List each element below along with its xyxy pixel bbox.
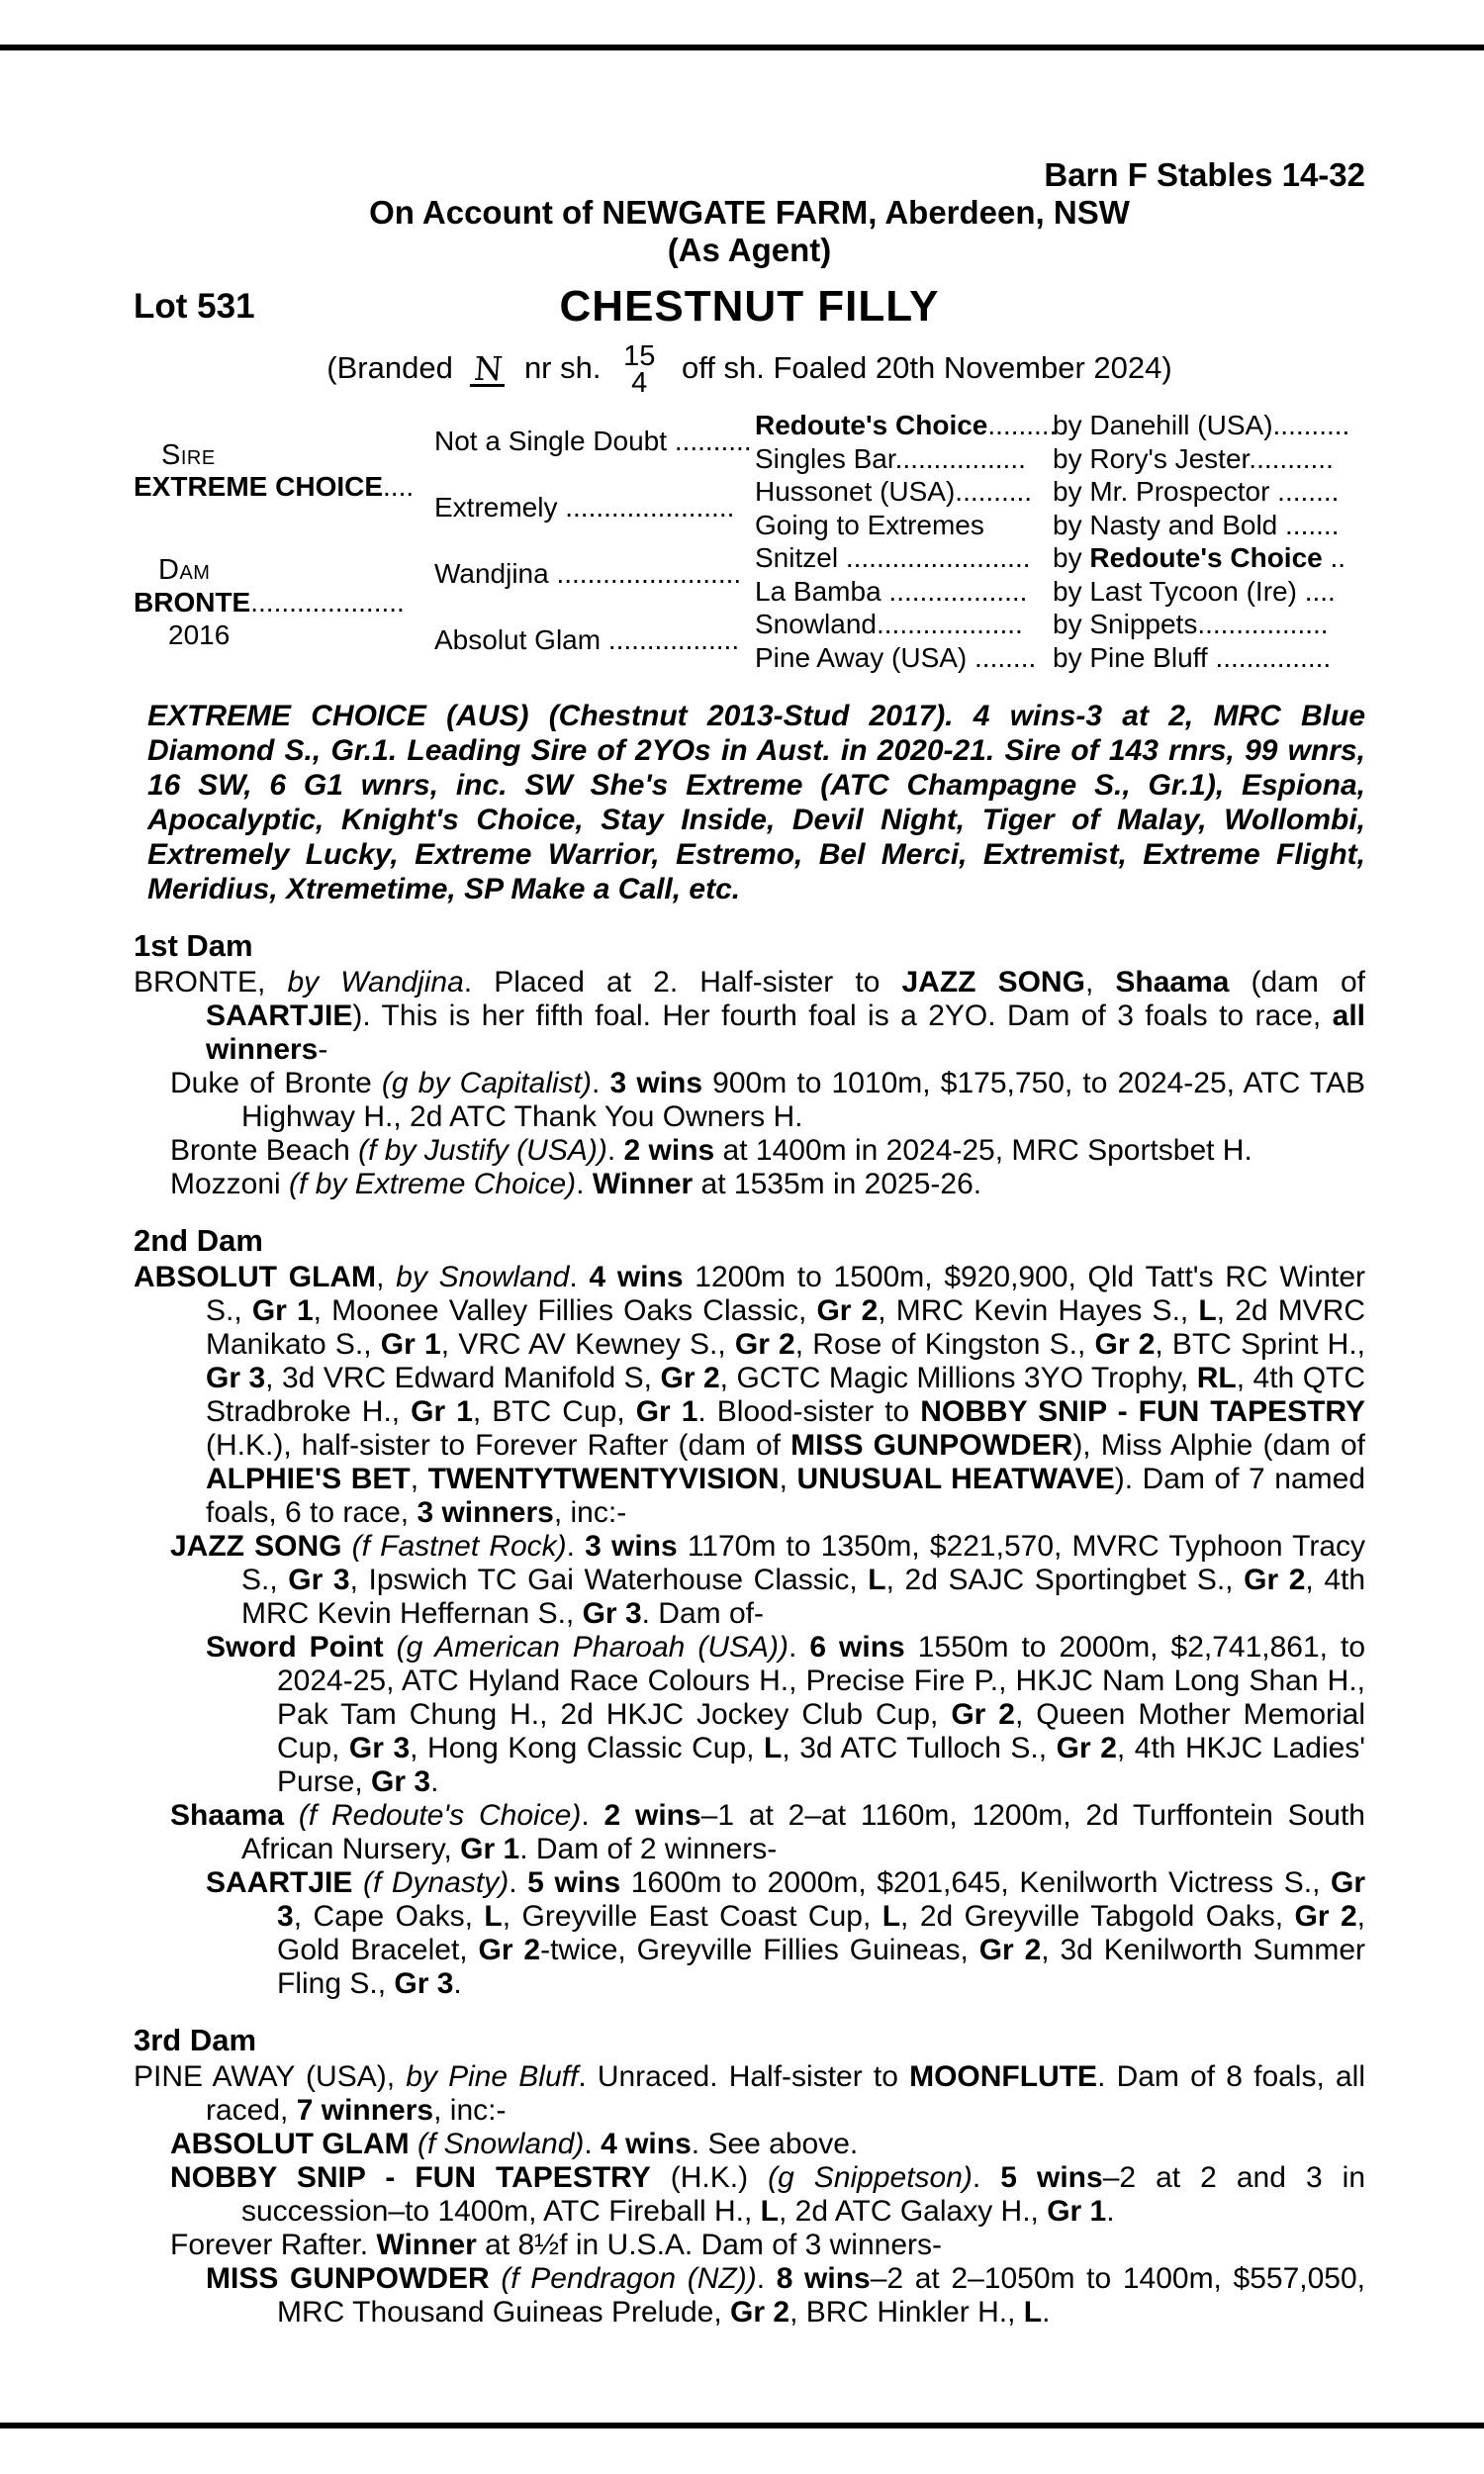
catalogue-paragraph: [134, 966, 1365, 1067]
pedigree-ancestor-name: [755, 542, 1031, 574]
text-segment: 5 wins: [527, 1866, 621, 1899]
text-segment: at 1400m in 2024-25, MRC Sportsbet H.: [714, 1134, 1252, 1167]
section-3rd-dam: [134, 2021, 1365, 2330]
text-segment: ,: [1084, 966, 1116, 999]
top-rule: [0, 45, 1484, 50]
text-segment: TWENTYTWENTYVISION: [427, 1463, 780, 1495]
text-segment: .: [453, 1967, 462, 2000]
brand-symbol: N: [470, 354, 507, 387]
text-segment: 6 wins: [809, 1631, 905, 1664]
text-segment: Mozzoni: [170, 1168, 290, 1200]
text-segment: 1550m to 2000m, $2,741,861, to 2024-25, ATC Hyland Race Colours H., Precise Fire P., HKJC Nam Long Shan H., Pak Tam Chung H., 2d HKJC Jockey Club Cup,: [277, 1631, 1366, 1731]
text-segment: L: [868, 1564, 886, 1596]
text-segment: .: [584, 2128, 602, 2160]
text-segment: .: [606, 1134, 624, 1167]
text-segment: ....: [383, 471, 415, 502]
brand-count-fraction: [623, 339, 656, 399]
text-segment: Gr 2: [1094, 1328, 1156, 1361]
text-segment: EXTREME CHOICE (AUS) (Chestnut 2013-Stud 2017). 4 wins-3 at 2, MRC Blue Diamond S., Gr.1. Leading Sire of 2YOs in Aust. in 2020-21. Sire of 143 rnrs, 99 wnrs, 16 SW, 6 G1 wnrs, inc. SW She's Extreme (ATC Champagne S., Gr.1), Espiona, Apocalyptic, Knight's Choice, Stay Inside, Devil Night, Tiger of Malay, Wollombi, Extremely Lucky, Extreme Warrior, Estremo, Bel Merci, Extremist, Extreme Flight, Meridius, Xtremetime, SP Make a Call, etc.: [147, 700, 1365, 905]
text-segment: .: [1042, 2296, 1051, 2329]
bottom-rule: [0, 2423, 1484, 2428]
text-segment: , VRC AV Kewney S.,: [440, 1328, 735, 1361]
section-paragraphs: [134, 1261, 1365, 2001]
text-segment: .: [756, 2262, 777, 2295]
text-segment: , 3d Kenilworth Summer Fling S.,: [277, 1934, 1366, 2000]
text-segment: Duke of Bronte: [170, 1067, 382, 1099]
text-segment: , MRC Kevin Hayes S.,: [878, 1294, 1199, 1327]
text-segment: (f Pendragon (NZ)): [501, 2262, 757, 2295]
pedigree-granddam: Extremely ......................: [434, 492, 735, 523]
text-segment: ....................: [250, 587, 405, 618]
text-segment: by Snowland: [396, 1261, 570, 1293]
text-segment: Snitzel ........................: [755, 542, 1031, 573]
text-segment: . See above.: [691, 2128, 859, 2160]
text-segment: . Placed at 2. Half-sister to: [463, 966, 902, 999]
text-segment: by Snippets.................: [1053, 609, 1329, 639]
text-segment: -: [318, 1033, 328, 1066]
text-segment: ALPHIE'S BET: [206, 1463, 411, 1495]
text-segment: Hussonet (USA)..........: [755, 476, 1033, 507]
text-segment: . Dam of 2 winners-: [519, 1833, 778, 1865]
text-segment: RL: [1196, 1362, 1237, 1394]
text-segment: Gr 1: [380, 1328, 441, 1361]
text-segment: Gr 2: [734, 1328, 795, 1361]
text-segment: by Last Tycoon (Ire) ....: [1053, 576, 1336, 607]
text-segment: La Bamba ..................: [755, 576, 1028, 607]
text-segment: 900m to 1010m, $175,750, to 2024-25, ATC TAB Highway H., 2d ATC Thank You Owners H.: [241, 1067, 1366, 1133]
section-heading: 1st Dam: [134, 928, 253, 963]
pedigree-ancestor-name: [755, 510, 984, 541]
text-segment: Gr 2: [951, 1698, 1015, 1731]
text-segment: Gr 2: [1294, 1900, 1357, 1933]
text-segment: all winners: [206, 999, 1365, 1066]
text-segment: Shaama: [170, 1799, 299, 1832]
pedigree-ancestor-sire: [1053, 476, 1339, 508]
text-segment: Pine Away (USA) ........: [755, 642, 1037, 673]
text-segment: . Blood-sister to: [697, 1395, 921, 1428]
branded-line: [134, 338, 1365, 404]
text-segment: by Wandjina: [287, 966, 464, 999]
text-segment: L: [484, 1900, 503, 1933]
pedigree-ancestor-name: [755, 443, 1026, 475]
catalogue-paragraph: [134, 2161, 1365, 2229]
catalogue-paragraph: [134, 2262, 1365, 2330]
pedigree-ancestor-sire: [1053, 510, 1339, 541]
text-segment: (f Fastnet Rock): [351, 1530, 567, 1563]
text-segment: ABSOLUT GLAM: [134, 1261, 377, 1293]
text-segment: Gr 2: [1056, 1732, 1117, 1764]
branded-prefix: (Branded: [326, 350, 453, 385]
text-segment: by Nasty and Bold .......: [1053, 510, 1340, 540]
text-segment: 2 wins: [623, 1134, 715, 1167]
text-segment: Gr 2: [730, 2296, 790, 2329]
text-segment: .: [569, 1261, 590, 1293]
text-segment: .: [591, 1067, 610, 1099]
text-segment: (g Snippetson): [768, 2161, 973, 2194]
text-segment: 1200m to 1500m, $920,900, Qld Tatt's RC Winter S.,: [206, 1261, 1366, 1327]
text-segment: , BRC Hinkler H.,: [789, 2296, 1024, 2329]
text-segment: Gr 3: [206, 1362, 266, 1394]
pedigree-ancestor-sire: [1053, 576, 1336, 608]
text-segment: , 3d ATC Tulloch S.,: [782, 1732, 1057, 1764]
text-segment: Gr 2: [478, 1934, 541, 1966]
text-segment: Singles Bar.................: [755, 443, 1026, 474]
text-segment: , 3d VRC Edward Manifold S,: [265, 1362, 661, 1394]
text-segment: , Ipswich TC Gai Waterhouse Classic,: [349, 1564, 869, 1596]
fraction-bottom: 4: [631, 366, 648, 399]
dam-label: Dam: [158, 554, 211, 586]
text-segment: at 8½f in U.S.A. Dam of 3 winners-: [476, 2229, 942, 2261]
section-heading: 2nd Dam: [134, 1223, 263, 1258]
branded-suffix: off sh. Foaled 20th November 2024): [681, 350, 1172, 385]
text-segment: , Rose of Kingston S.,: [794, 1328, 1095, 1361]
text-segment: SAARTJIE: [206, 1866, 363, 1899]
text-segment: , 2d MVRC Manikato S.,: [206, 1294, 1366, 1361]
text-segment: (H.K.): [650, 2161, 769, 2194]
text-segment: -twice, Greyville Fillies Guineas,: [540, 1934, 979, 1966]
vendor-line: On Account of NEWGATE FARM, Aberdeen, NSW: [369, 194, 1130, 231]
page-title: CHESTNUT FILLY: [559, 282, 940, 331]
sire-label: Sire: [161, 439, 216, 471]
text-segment: 3 wins: [609, 1067, 703, 1099]
text-segment: Gr 3: [348, 1732, 411, 1764]
text-segment: by: [1053, 542, 1090, 573]
text-segment: , 4th QTC Stradbroke H.,: [206, 1362, 1366, 1428]
pedigree-ancestor-sire: [1053, 410, 1349, 441]
text-segment: UNUSUAL HEATWAVE: [796, 1463, 1115, 1495]
agent-line: (As Agent): [667, 232, 832, 268]
section-paragraphs: [134, 966, 1365, 1201]
text-segment: Gr 3: [394, 1967, 454, 2000]
branded-near-shoulder: nr sh.: [523, 350, 602, 385]
text-segment: Gr 1: [1047, 2195, 1107, 2228]
text-segment: by Pine Bluff: [406, 2060, 579, 2093]
text-segment: Going to Extremes: [755, 510, 984, 540]
dam-year: 2016: [168, 619, 231, 650]
text-segment: Gr 2: [978, 1934, 1042, 1966]
text-segment: Redoute's Choice: [755, 410, 988, 440]
text-segment: (dam of: [1229, 966, 1366, 999]
text-segment: MISS GUNPOWDER: [206, 2262, 502, 2295]
text-segment: 7 winners: [296, 2094, 434, 2127]
text-segment: (f Redoute's Choice): [298, 1799, 582, 1832]
text-segment: 8 wins: [776, 2262, 871, 2295]
text-segment: , GCTC Magic Millions 3YO Trophy,: [719, 1362, 1197, 1394]
pedigree-ancestor-name: [755, 576, 1027, 608]
pedigree-ancestor-name: [755, 410, 1057, 441]
catalogue-paragraph: [134, 1866, 1365, 2001]
text-segment: JAZZ SONG: [901, 966, 1085, 999]
text-segment: .: [972, 2161, 1001, 2194]
pedigree-ancestor-sire: [1053, 609, 1329, 640]
text-segment: ), Miss Alphie (dam of: [1072, 1429, 1365, 1462]
text-segment: .: [430, 1765, 439, 1798]
text-segment: ,: [779, 1463, 797, 1495]
text-segment: 2 wins: [603, 1799, 701, 1832]
text-segment: , BTC Sprint H.,: [1155, 1328, 1366, 1361]
text-segment: , 4th MRC Kevin Heffernan S.,: [241, 1564, 1366, 1630]
catalogue-paragraph: [134, 2229, 1365, 2262]
text-segment: , 2d Greyville Tabgold Oaks,: [900, 1900, 1295, 1933]
text-segment: 4 wins: [589, 1261, 684, 1293]
pedigree-ancestor-name: [755, 609, 1023, 640]
text-segment: 3 wins: [585, 1530, 678, 1563]
text-segment: .: [581, 1799, 604, 1832]
text-segment: ). This is her fifth foal. Her fourth foal is a 2YO. Dam of 3 foals to race,: [352, 999, 1333, 1032]
text-segment: , Moonee Valley Fillies Oaks Classic,: [313, 1294, 817, 1327]
text-segment: L: [1023, 2296, 1043, 2329]
page-content: [134, 156, 1365, 2330]
pedigree-table: [134, 410, 1365, 683]
dam-name: [134, 587, 405, 618]
text-segment: L: [764, 1732, 783, 1764]
catalogue-paragraph: [134, 1134, 1365, 1168]
text-segment: –2 at 2 and 3 in succession–to 1400m, ATC Fireball H.,: [241, 2161, 1366, 2228]
text-segment: NOBBY SNIP - FUN TAPESTRY: [170, 2161, 651, 2194]
pedigree-ancestor-sire: [1053, 542, 1345, 574]
text-segment: JAZZ SONG: [170, 1530, 352, 1563]
text-segment: Gr 2: [660, 1362, 720, 1394]
pedigree-granddam-dam: Absolut Glam .................: [434, 624, 740, 655]
text-segment: , Hong Kong Classic Cup,: [410, 1732, 765, 1764]
section-heading: 3rd Dam: [134, 2023, 257, 2057]
text-segment: ABSOLUT GLAM: [170, 2128, 417, 2160]
text-segment: NOBBY SNIP - FUN TAPESTRY: [920, 1395, 1365, 1428]
text-segment: .: [509, 1866, 528, 1899]
text-segment: Redoute's Choice: [1089, 542, 1323, 573]
text-segment: , BTC Cup,: [472, 1395, 636, 1428]
barn-number: Barn F Stables 14-32: [1044, 156, 1365, 193]
text-segment: 1170m to 1350m, $221,570, MVRC Typhoon Tracy S.,: [241, 1530, 1366, 1596]
pedigree-ancestor-name: [755, 476, 1032, 508]
text-segment: L: [881, 1900, 901, 1933]
catalogue-paragraph: [134, 2128, 1365, 2161]
text-segment: .........: [987, 410, 1058, 440]
text-segment: 3 winners: [417, 1496, 554, 1529]
section-2nd-dam: [134, 1221, 1365, 2001]
text-segment: Winner: [592, 1168, 694, 1200]
text-segment: Sword Point: [206, 1631, 397, 1664]
text-segment: Gr 1: [411, 1395, 473, 1428]
text-segment: Snowland...................: [755, 609, 1023, 639]
text-segment: Gr 1: [460, 1833, 520, 1865]
text-segment: , inc:-: [433, 2094, 507, 2127]
catalogue-paragraph: [134, 1530, 1365, 1631]
text-segment: Gr 1: [251, 1294, 314, 1327]
text-segment: (g American Pharoah (USA)): [396, 1631, 788, 1664]
text-segment: 4 wins: [601, 2128, 692, 2160]
text-segment: , 2d SAJC Sportingbet S.,: [885, 1564, 1245, 1596]
text-segment: by Pine Bluff ...............: [1053, 642, 1332, 673]
text-segment: by Danehill (USA)..........: [1053, 410, 1350, 440]
text-segment: (f by Extreme Choice): [289, 1168, 577, 1200]
text-segment: .: [1106, 2195, 1115, 2228]
text-segment: . Unraced. Half-sister to: [578, 2060, 910, 2093]
text-segment: Gr 3: [582, 1597, 642, 1630]
pedigree-ancestor-sire: [1053, 642, 1331, 674]
fraction-top: 15: [623, 339, 656, 372]
text-segment: by Rory's Jester...........: [1053, 443, 1334, 474]
pedigree-ancestor-sire: [1053, 443, 1334, 475]
text-segment: (f Dynasty): [362, 1866, 510, 1899]
text-segment: . Dam of-: [641, 1597, 764, 1630]
text-segment: MOONFLUTE: [909, 2060, 1098, 2093]
text-segment: Forever Rafter.: [170, 2229, 377, 2261]
text-segment: Gr 3: [371, 1765, 431, 1798]
text-segment: EXTREME CHOICE: [134, 471, 384, 502]
text-segment: –1 at 2–at 1160m, 1200m, 2d Turffontein South African Nursery,: [241, 1799, 1365, 1865]
text-segment: Gr 3: [288, 1564, 350, 1596]
text-segment: Winner: [376, 2229, 477, 2261]
text-segment: by Mr. Prospector ........: [1053, 476, 1340, 507]
text-segment: , 2d ATC Galaxy H.,: [779, 2195, 1048, 2228]
text-segment: BRONTE,: [134, 966, 288, 999]
text-segment: L: [1198, 1294, 1217, 1327]
sire-name: [134, 471, 414, 503]
pedigree-damsire: Wandjina ........................: [434, 558, 742, 589]
text-segment: Gr 1: [635, 1395, 698, 1428]
text-segment: . Dam of 8 foals, all raced,: [206, 2060, 1365, 2127]
text-segment: .: [576, 1168, 593, 1200]
text-segment: .: [566, 1530, 586, 1563]
text-segment: (f Snowland): [417, 2128, 585, 2160]
text-segment: , inc:-: [553, 1496, 627, 1529]
catalogue-paragraph: [134, 2060, 1365, 2128]
section-1st-dam: [134, 926, 1365, 1201]
catalogue-paragraph: [134, 1168, 1365, 1201]
text-segment: Gr 2: [1244, 1564, 1306, 1596]
text-segment: 1600m to 2000m, $201,645, Kenilworth Victress S.,: [620, 1866, 1331, 1899]
text-segment: SAARTJIE: [206, 999, 353, 1032]
text-segment: , 4th HKJC Ladies' Purse,: [277, 1732, 1366, 1798]
text-segment: , Gold Bracelet,: [277, 1900, 1366, 1966]
text-segment: (H.K.), half-sister to Forever Rafter (dam of: [206, 1429, 791, 1462]
text-segment: .: [788, 1631, 810, 1664]
text-segment: Bronte Beach: [170, 1134, 359, 1167]
text-segment: ,: [376, 1261, 397, 1293]
text-segment: ). Dam of 7 named foals, 6 to race,: [206, 1463, 1366, 1529]
text-segment: Shaama: [1115, 966, 1230, 999]
text-segment: PINE AWAY (USA),: [134, 2060, 407, 2093]
section-paragraphs: [134, 2060, 1365, 2330]
catalogue-paragraph: [134, 1067, 1365, 1134]
pedigree-ancestor-name: [755, 642, 1036, 674]
text-segment: Gr 2: [816, 1294, 879, 1327]
pedigree-grandsire: Not a Single Doubt ..........: [434, 426, 752, 456]
sire-summary: [147, 699, 1365, 906]
text-segment: ,: [410, 1463, 428, 1495]
catalogue-paragraph: [134, 1799, 1365, 1866]
text-segment: BRONTE: [134, 587, 251, 618]
text-segment: , Greyville East Coast Cup,: [502, 1900, 882, 1933]
text-segment: (f by Justify (USA)): [358, 1134, 607, 1167]
text-segment: MISS GUNPOWDER: [790, 1429, 1073, 1462]
text-segment: , Cape Oaks,: [293, 1900, 485, 1933]
text-segment: –2 at 2–1050m to 1400m, $557,050, MRC Thousand Guineas Prelude,: [277, 2262, 1366, 2329]
text-segment: Gr 3: [277, 1866, 1366, 1933]
text-segment: ..: [1322, 542, 1346, 573]
text-segment: at 1535m in 2025-26.: [693, 1168, 982, 1200]
text-segment: L: [760, 2195, 779, 2228]
catalogue-paragraph: [134, 1261, 1365, 1530]
catalogue-paragraph: [134, 1631, 1365, 1799]
text-segment: , Queen Mother Memorial Cup,: [277, 1698, 1366, 1764]
title-row: [134, 279, 1365, 334]
lot-number: Lot 531: [134, 287, 255, 326]
text-segment: 5 wins: [1000, 2161, 1103, 2194]
text-segment: (g by Capitalist): [381, 1067, 592, 1099]
